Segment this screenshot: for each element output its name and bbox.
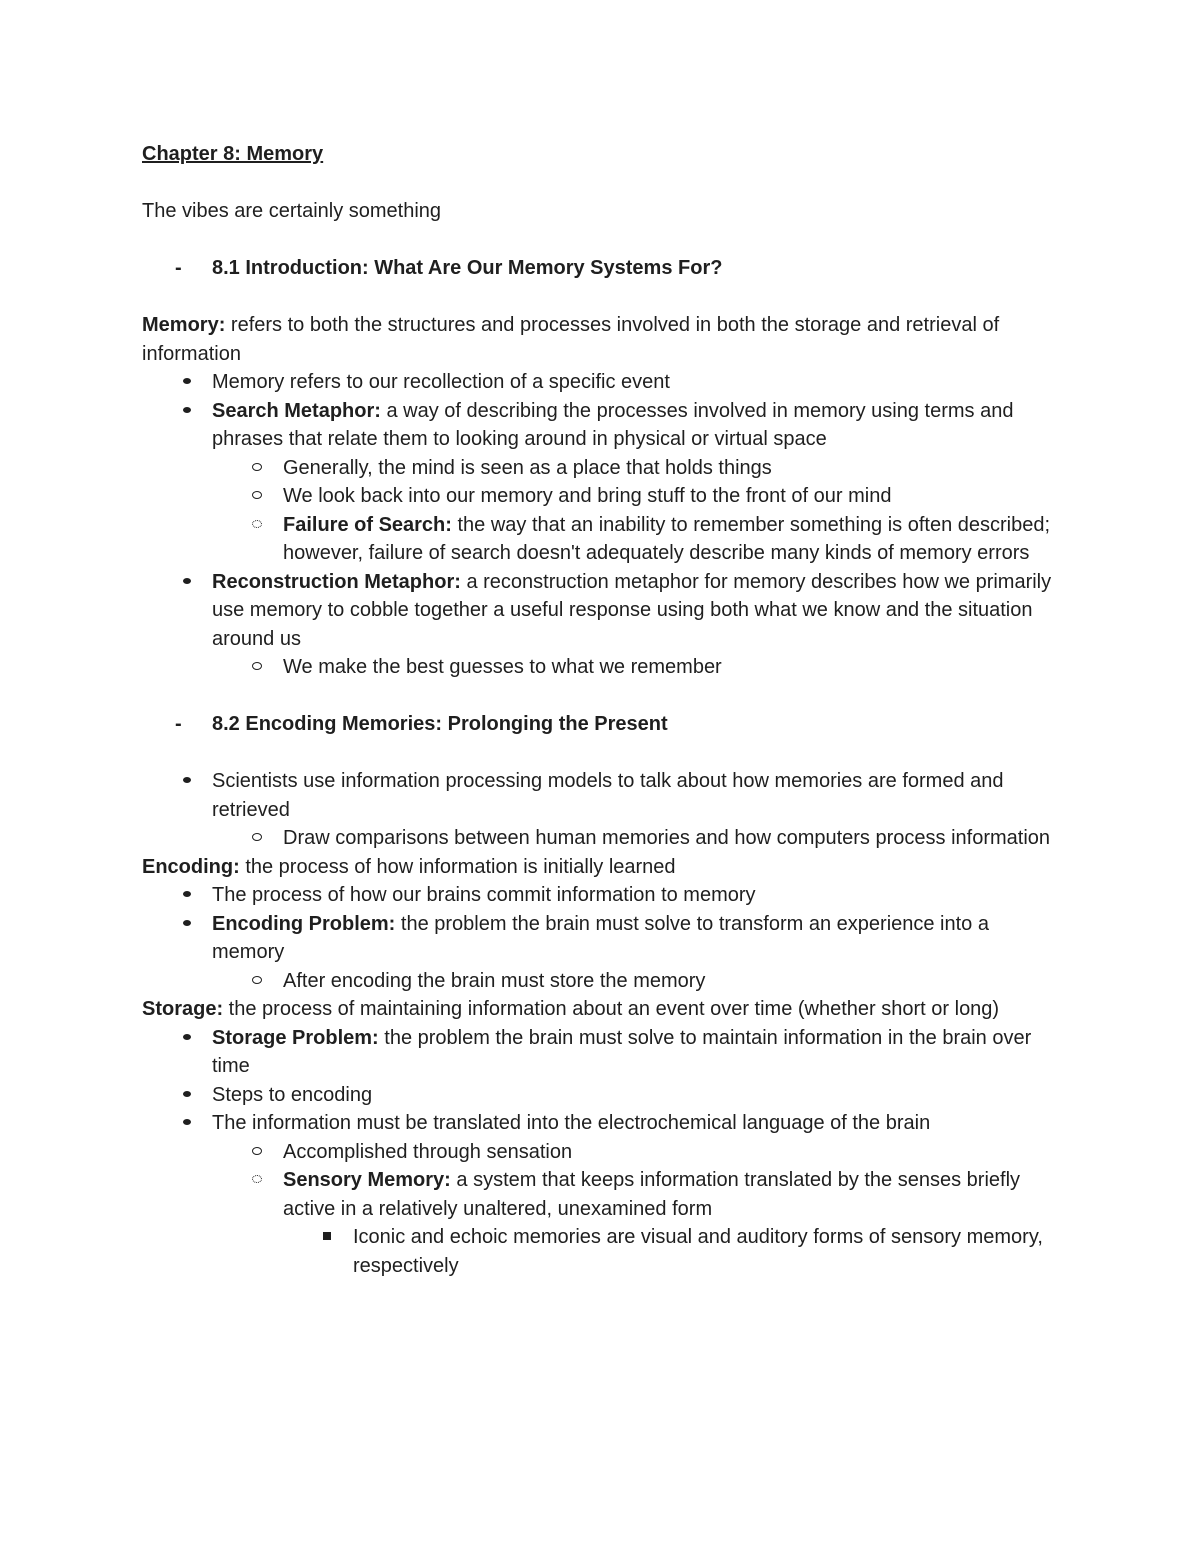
term-label: Reconstruction Metaphor: [212,570,461,593]
list-item-text: Draw comparisons between human memories and how computers process information [283,827,1051,849]
list-item-text: The information must be translated into the electrochemical language of the brain [212,1112,931,1134]
spacer [142,739,1062,768]
list-item [142,1138,1062,1167]
list-item [142,881,1062,910]
list-item-text: Memory refers to our recollection of a specific event [212,371,670,393]
bullet-dot-icon [177,1109,197,1138]
list-item [142,511,1062,568]
term-label: Failure of Search: [283,513,452,536]
spacer [142,682,1062,711]
definition-memory [142,311,1062,368]
list-item-text: We make the best guesses to what we remember [283,656,722,678]
section-heading-8-2 [142,710,1062,739]
section-heading-text: 8.2 Encoding Memories: Prolonging the Present [212,713,668,735]
section-heading-text: 8.1 Introduction: What Are Our Memory Systems For? [212,257,723,279]
term-label: Sensory Memory: [283,1169,451,1191]
bullet-circle-icon [247,1138,267,1167]
bullet-dot-icon [177,767,197,796]
definition-storage [142,995,1062,1024]
bullet-circle-icon [247,824,267,853]
list-item-text: a reconstruction metaphor for memory describes how we primarily use memory to cobble together a useful response using both what we know and the situation around us [212,570,1052,650]
bullet-dot-icon [177,910,197,939]
list-item-text: Iconic and echoic memories are visual and auditory forms of sensory memory, respectively [353,1226,1043,1277]
term-label: Storage Problem: [212,1026,379,1049]
bullet-circle-icon [247,454,267,483]
list-item [142,454,1062,483]
section-heading-8-1 [142,254,1062,283]
spacer [142,226,1062,255]
bullet-dot-icon [177,1024,197,1053]
list-item [142,1109,1062,1138]
term-label: Encoding Problem: [212,912,396,935]
term-label: Memory: [142,314,226,336]
bullet-dot-icon [177,881,197,910]
bullet-dotted-circle-icon [247,511,267,540]
bullet-circle-icon [247,482,267,511]
definition-text: the process of how information is initially learned [239,855,676,878]
list-item-text: Scientists use information processing models to talk about how memories are formed and retrieved [212,770,1004,821]
definition-encoding [142,853,1062,882]
bullet-circle-icon [247,967,267,996]
list-item-text: the problem the brain must solve to transform an experience into a memory [212,912,989,963]
document-page [142,140,1062,1280]
list-item-text: a way of describing the processes involved in memory using terms and phrases that relate them to looking around in physical or virtual space [212,399,1014,450]
bullet-dot-icon [177,368,197,397]
list-item [142,967,1062,996]
list-item-text: Generally, the mind is seen as a place that holds things [283,456,772,479]
spacer [142,283,1062,312]
list-item-text: After encoding the brain must store the memory [283,969,706,992]
list-item-text: Accomplished through sensation [283,1140,573,1163]
term-label: Storage: [142,998,224,1020]
definition-text: the process of maintaining information about an event over time (whether short or long) [223,998,1000,1020]
bullet-dot-icon [177,568,197,597]
dash-marker: - [175,713,182,735]
intro-text: The vibes are certainly something [142,200,442,222]
bullet-dot-icon [177,1081,197,1110]
list-item [142,397,1062,454]
list-item-text: the way that an inability to remember something is often described; however, failure of search doesn't adequately describe many kinds of memory errors [283,513,1051,564]
list-item [142,1223,1062,1280]
list-item-text: We look back into our memory and bring stuff to the front of our mind [283,485,892,507]
bullet-dotted-circle-icon [247,1166,267,1195]
list-item [142,1166,1062,1223]
dash-marker: - [175,257,182,279]
spacer [142,169,1062,198]
list-item [142,368,1062,397]
list-item [142,824,1062,853]
list-item [142,568,1062,654]
list-item-text: a system that keeps information translated by the senses briefly active in a relatively unaltered, unexamined form [283,1169,1021,1220]
list-item-text: The process of how our brains commit information to memory [212,884,756,906]
list-item-text: Steps to encoding [212,1083,373,1106]
definition-text: refers to both the structures and processes involved in both the storage and retrieval of information [142,314,1000,365]
page-title: Chapter 8: Memory [142,143,324,165]
term-label: Encoding: [142,855,240,878]
list-item [142,482,1062,511]
term-label: Search Metaphor: [212,399,381,422]
list-item [142,1024,1062,1081]
list-item [142,653,1062,682]
list-item [142,910,1062,967]
list-item [142,1081,1062,1110]
bullet-dot-icon [177,397,197,426]
bullet-circle-icon [247,653,267,682]
bullet-square-icon [317,1223,337,1252]
list-item-text: the problem the brain must solve to maintain information in the brain over time [212,1026,1032,1077]
list-item [142,767,1062,824]
